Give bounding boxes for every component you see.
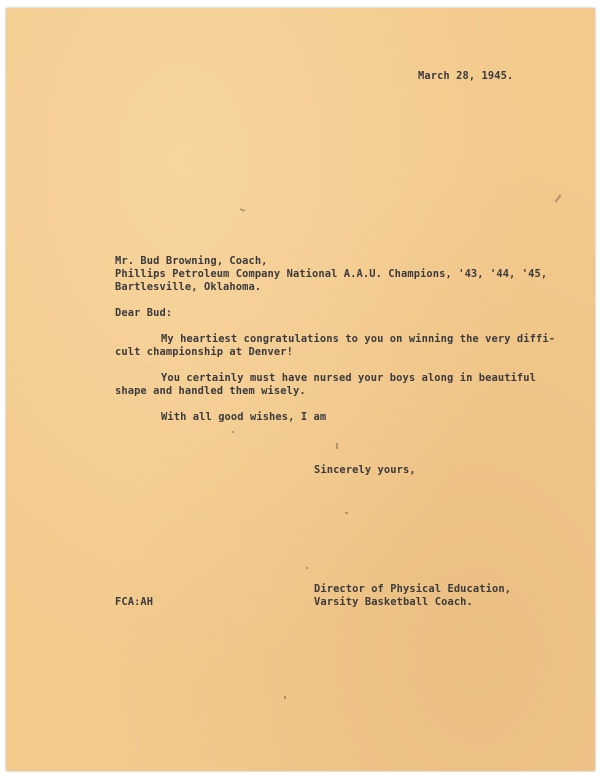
inside-address-line: Phillips Petroleum Company National A.A.U. Champions, '43, '44, '45, bbox=[115, 268, 548, 280]
body-paragraph-line: My heartiest congratulations to you on winning the very diffi- bbox=[161, 333, 556, 345]
inside-address-line: Bartlesville, Oklahoma. bbox=[115, 281, 262, 293]
scan-speck bbox=[555, 194, 562, 203]
scan-speck bbox=[306, 567, 308, 569]
closing: Sincerely yours, bbox=[314, 464, 416, 476]
reference-initials: FCA:AH bbox=[115, 596, 154, 608]
body-paragraph-line: You certainly must have nursed your boys along in beautiful bbox=[161, 372, 536, 384]
scan-speck bbox=[336, 443, 338, 449]
body-paragraph-line: cult championship at Denver! bbox=[115, 346, 293, 358]
body-paragraph-line: shape and handled them wisely. bbox=[115, 385, 306, 397]
signature-title-line: Director of Physical Education, bbox=[314, 583, 512, 595]
salutation: Dear Bud: bbox=[115, 307, 173, 319]
scan-speck bbox=[284, 696, 286, 699]
letter-date: March 28, 1945. bbox=[418, 70, 514, 82]
signature-title-line: Varsity Basketball Coach. bbox=[314, 596, 473, 608]
body-paragraph-line: With all good wishes, I am bbox=[161, 411, 327, 423]
scan-speck bbox=[345, 512, 348, 514]
scan-speck bbox=[232, 431, 234, 433]
inside-address-line: Mr. Bud Browning, Coach, bbox=[115, 255, 268, 267]
scan-speck bbox=[240, 208, 245, 212]
